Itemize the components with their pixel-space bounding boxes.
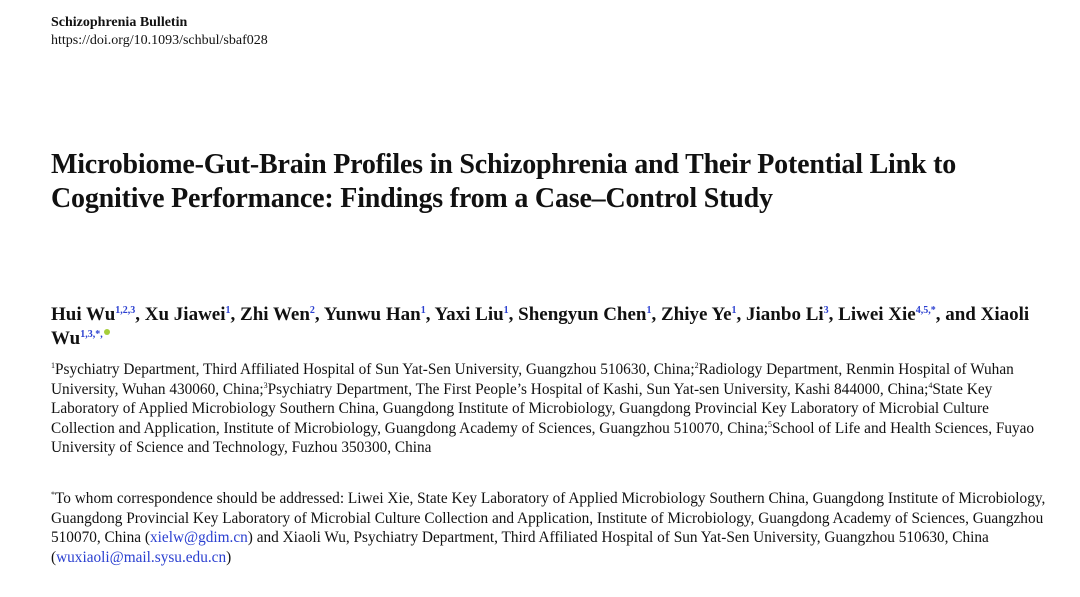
journal-header bbox=[51, 14, 268, 50]
author[interactable] bbox=[145, 304, 231, 325]
author[interactable] bbox=[240, 304, 315, 325]
author-separator: , bbox=[736, 304, 747, 325]
email-link-xie[interactable]: xielw@gdim.cn bbox=[150, 529, 248, 546]
journal-name: Schizophrenia Bulletin bbox=[51, 15, 188, 30]
author-affiliation-ref[interactable]: 1 bbox=[731, 305, 737, 316]
affiliation-text: School of Life and Health Sciences, Fuyao University of Science and Technology, Fuzhou 350300, China bbox=[51, 419, 1035, 456]
author-affiliation-ref[interactable]: 4,5,* bbox=[915, 305, 936, 316]
author-affiliation-ref[interactable]: 3 bbox=[823, 305, 829, 316]
author-affiliation-ref[interactable]: 1 bbox=[646, 305, 652, 316]
author[interactable] bbox=[518, 304, 651, 325]
author[interactable] bbox=[746, 304, 829, 325]
author-list bbox=[51, 303, 1061, 351]
affiliation-text: Radiology Department, Renmin Hospital of Wuhan University, Wuhan 430060, China; bbox=[51, 361, 1014, 398]
correspondence-text-part3: ) bbox=[226, 548, 232, 566]
author-affiliation-ref[interactable]: 1 bbox=[420, 305, 426, 316]
author[interactable] bbox=[51, 304, 135, 325]
author[interactable] bbox=[838, 304, 936, 325]
orcid-icon[interactable] bbox=[104, 329, 110, 335]
article-title bbox=[51, 148, 1051, 216]
author-name: Hui Wu bbox=[51, 304, 116, 325]
affiliation-number: 2 bbox=[694, 361, 699, 370]
author[interactable] bbox=[435, 304, 509, 325]
author-separator: , bbox=[135, 304, 145, 325]
author[interactable] bbox=[324, 304, 426, 325]
author-separator: , bbox=[651, 304, 661, 325]
article-title-line1: Microbiome-Gut-Brain Profiles in Schizophrenia and Their Potential Link to bbox=[51, 149, 957, 180]
author-name: Shengyun Chen bbox=[518, 304, 647, 325]
author-name: Zhi Wen bbox=[240, 304, 310, 325]
correspondence-note bbox=[51, 489, 1071, 567]
author-affiliation-ref[interactable]: 1 bbox=[225, 305, 231, 316]
journal-doi[interactable]: https://doi.org/10.1093/schbul/sbaf028 bbox=[51, 33, 268, 48]
affiliation-text: Psychiatry Department, The First People’s Hospital of Kashi, Sun Yat-sen University, Kashi 844000, China; bbox=[267, 380, 929, 398]
author-separator: , bbox=[425, 304, 435, 325]
author-name: Yaxi Liu bbox=[434, 304, 504, 325]
author-affiliation-ref[interactable]: 2 bbox=[309, 305, 315, 316]
author-name: Yunwu Han bbox=[323, 304, 421, 325]
author[interactable] bbox=[661, 304, 737, 325]
affiliation-text: Psychiatry Department, Third Affiliated Hospital of Sun Yat-Sen University, Guangzhou 510630, China; bbox=[55, 361, 695, 378]
author-affiliation-ref[interactable]: 1,3,*, bbox=[80, 329, 103, 340]
author-name: Xu Jiawei bbox=[144, 304, 226, 325]
author-name: Xiaoli Wu bbox=[51, 304, 1030, 349]
author-affiliation-ref[interactable]: 1,2,3 bbox=[115, 305, 136, 316]
author-affiliation-ref[interactable]: 1 bbox=[503, 305, 509, 316]
correspondence-text-part2: ) and Xiaoli Wu, Psychiatry Department, Third Affiliated Hospital of Sun Yat-Sen University, Guangzhou 510630, China ( bbox=[51, 529, 989, 566]
author-separator: , bbox=[230, 304, 241, 325]
author-separator: , and bbox=[935, 304, 981, 325]
affiliation-number: 4 bbox=[928, 380, 933, 390]
author-name: Zhiye Ye bbox=[660, 304, 732, 325]
affiliation-number: 5 bbox=[767, 419, 772, 429]
article-title-line2: Cognitive Performance: Findings from a Case–Control Study bbox=[51, 183, 773, 214]
author-separator: , bbox=[314, 304, 324, 325]
author-name: Jianbo Li bbox=[746, 304, 824, 325]
affiliation-list bbox=[51, 360, 1051, 458]
email-link-wu[interactable]: wuxiaoli@mail.sysu.edu.cn bbox=[56, 548, 227, 566]
correspondence-text-part1: To whom correspondence should be addressed: Liwei Xie, State Key Laboratory of Applied Microbiology Southern China, Guangdong Institute of Microbiology, Guangdong Provincial Key Laboratory of Microbial Culture Collection and Application, Institute of Microbiology, Guangdong Academy of Sciences, Guangzhou 510070, China ( bbox=[51, 490, 1046, 546]
author-name: Liwei Xie bbox=[838, 304, 916, 325]
affiliation-number: 1 bbox=[51, 361, 55, 370]
affiliation-number: 3 bbox=[263, 380, 268, 390]
author-separator: , bbox=[828, 304, 839, 325]
correspondence-mark: * bbox=[51, 490, 55, 499]
author-separator: , bbox=[508, 304, 519, 325]
affiliation-text: State Key Laboratory of Applied Microbiology Southern China, Guangdong Institute of Microbiology, Guangdong Provincial Key Laboratory of Microbial Culture Collection and Application, Institute of Microbiology, Guangdong Academy of Sciences, Guangzhou 510070, China; bbox=[51, 380, 993, 437]
